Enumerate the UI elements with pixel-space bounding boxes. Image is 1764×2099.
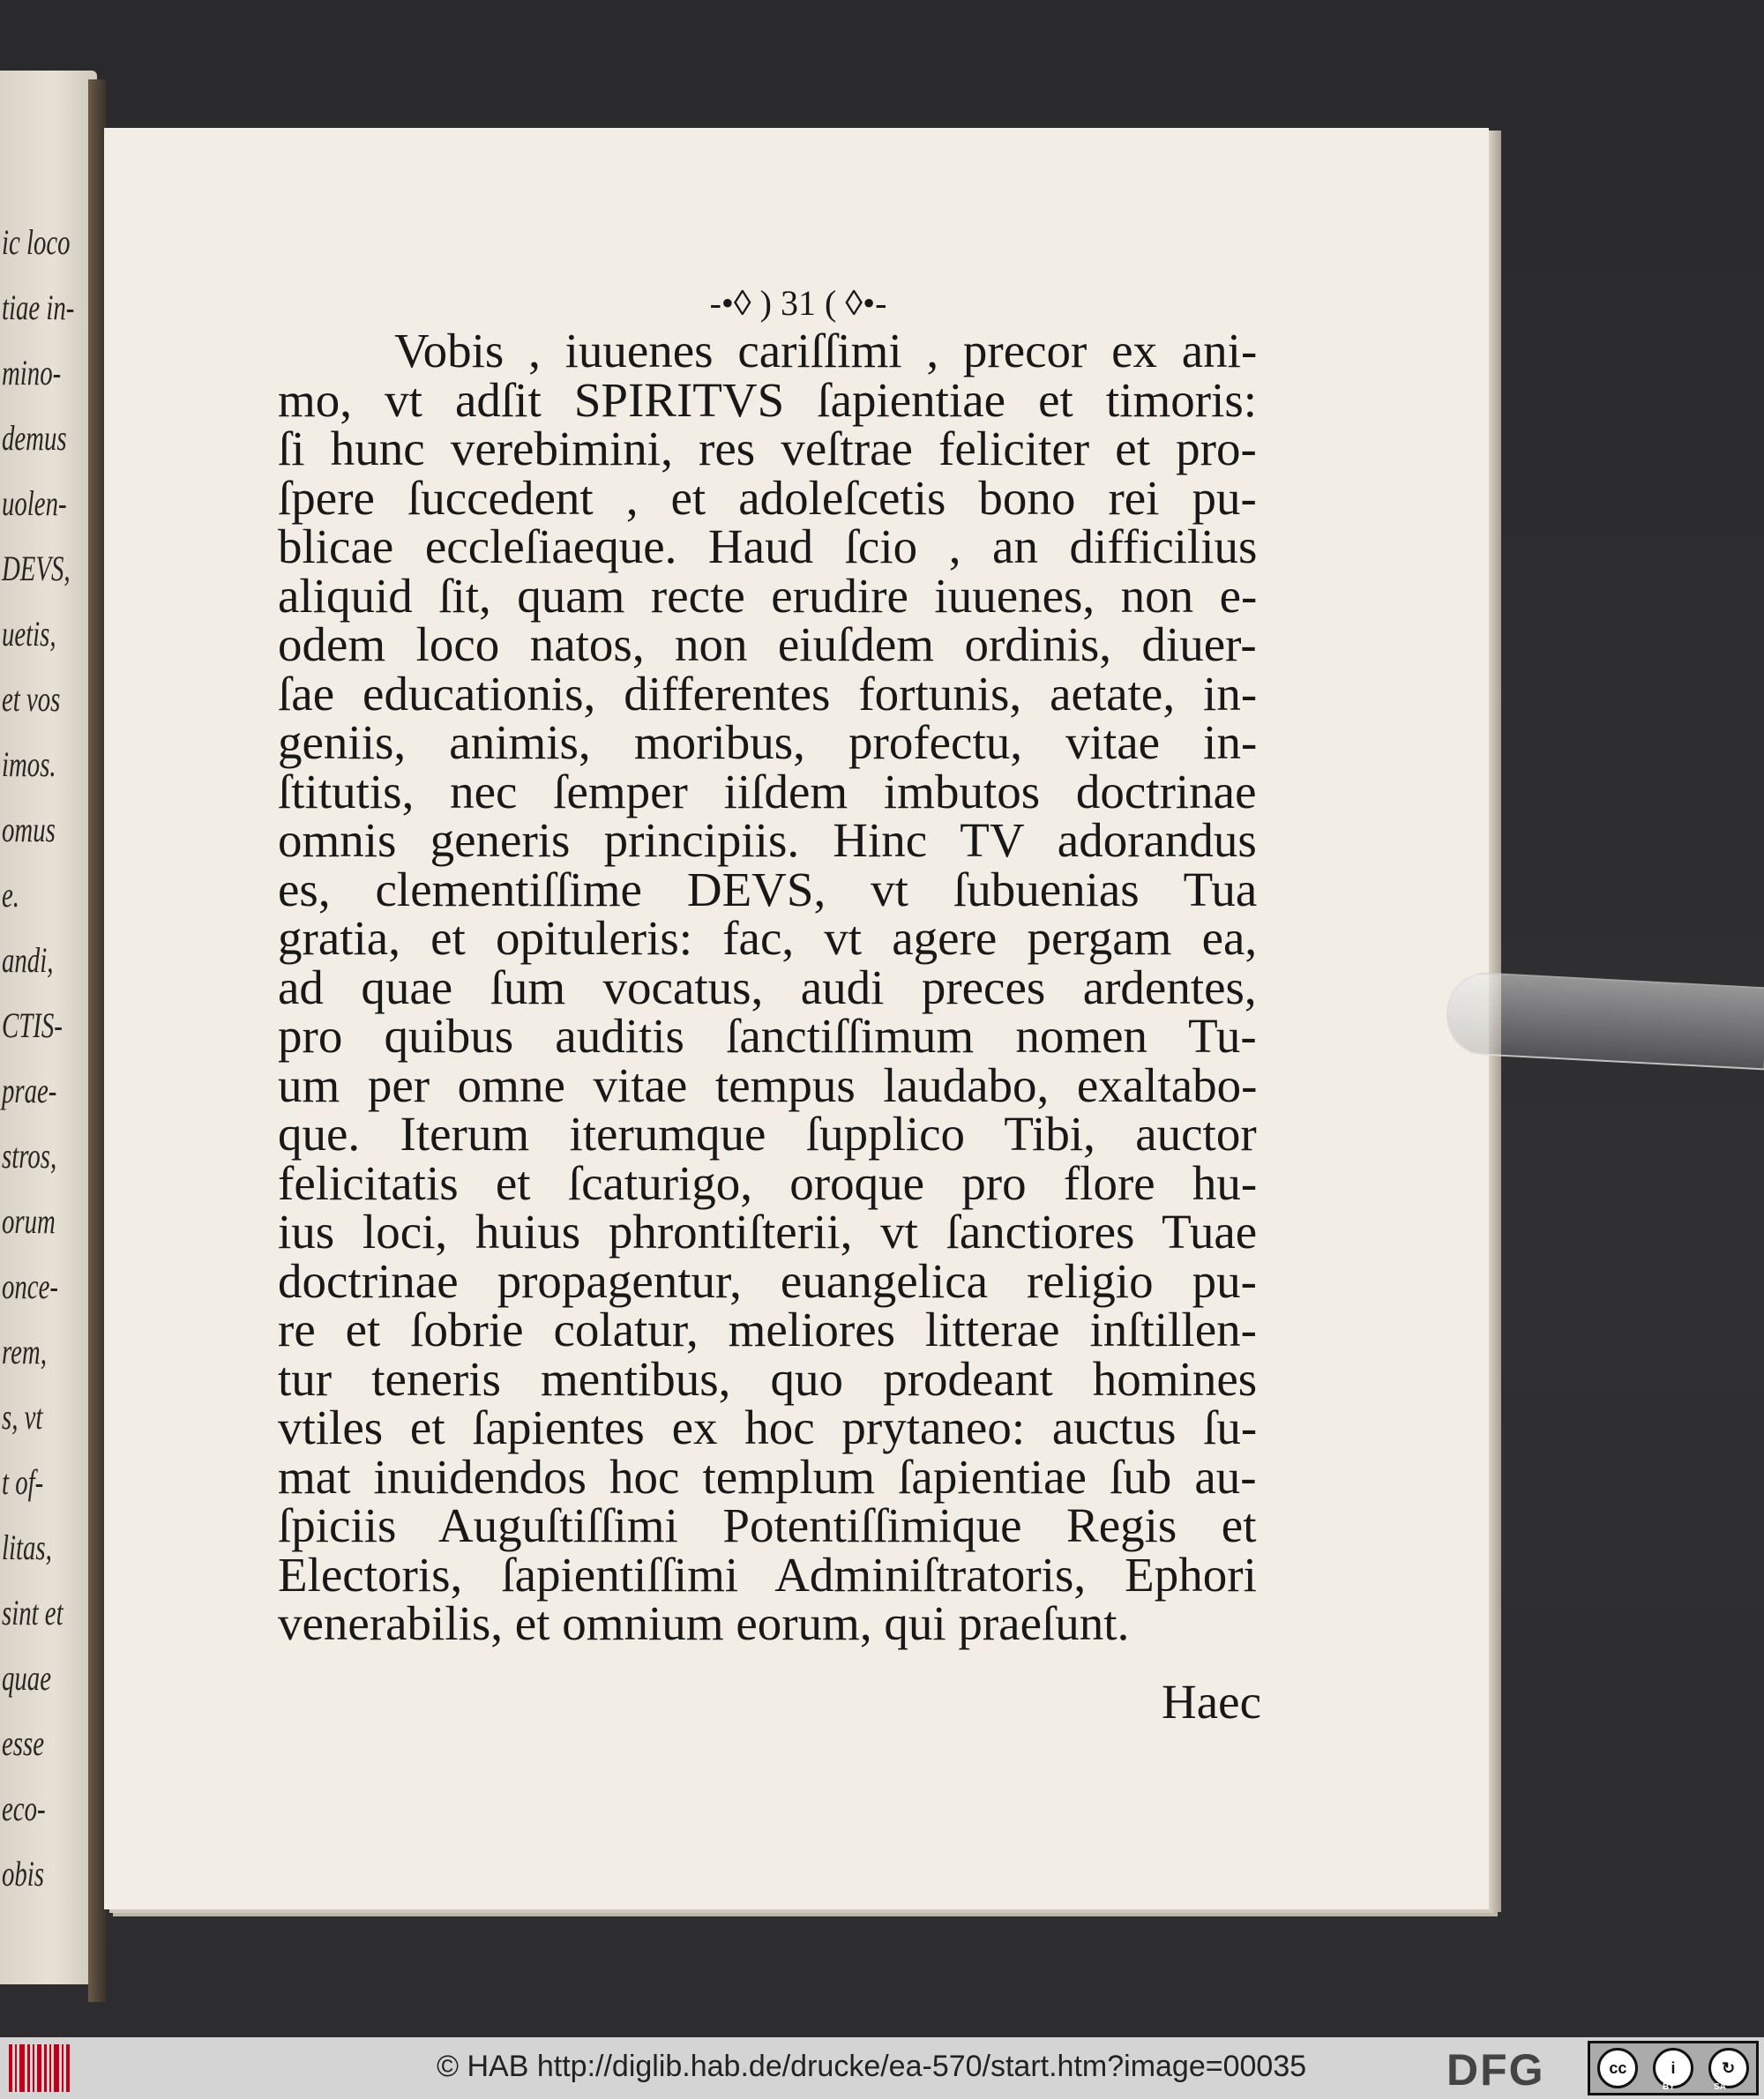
facing-page-fragment: et vos — [2, 679, 61, 719]
facing-page-fragment: eco- — [2, 1789, 46, 1828]
facing-page-fragment: litas, — [2, 1528, 52, 1567]
text-line: mat inuidendos hoc templum ſapientiae ſub au- — [278, 1449, 1257, 1504]
facing-page-fragment: DEVS, — [2, 549, 71, 588]
text-line: que. Iterum iterumque ſupplico Tibi, auctor — [278, 1107, 1257, 1161]
text-line: tur teneris mentibus, quo prodeant homines — [278, 1351, 1258, 1406]
share-alike-icon: ↻ — [1708, 2048, 1749, 2088]
text-line: odem loco natos, non eiuſdem ordinis, diuer- — [278, 617, 1257, 671]
cc-license-badge[interactable] — [1588, 2041, 1759, 2095]
facing-page-fragment: obis — [2, 1854, 45, 1894]
facing-page-fragment: CTIS- — [2, 1005, 63, 1045]
facing-page-fragment: tiae in- — [2, 288, 75, 327]
text-line: pro quibus auditis ſanctiſſimum nomen Tu- — [278, 1009, 1257, 1063]
viewer-footer — [0, 2037, 1764, 2099]
facing-page-fragment: prae- — [2, 1071, 57, 1110]
dfg-logo: DFG — [1446, 2045, 1545, 2095]
by-label: BY — [1663, 2082, 1675, 2092]
facing-page-fragment: ic loco — [2, 222, 71, 262]
text-line: vtiles et ſapientes ex hoc prytaneo: auctus ſu- — [278, 1401, 1258, 1454]
facing-page-fragment: uetis, — [2, 614, 56, 654]
text-line: ſtitutis, nec ſemper iiſdem imbutos doctrinae — [278, 764, 1257, 818]
attribution-icon: i — [1653, 2048, 1693, 2088]
text-line: Electoris, ſapientiſſimi Adminiſtratoris, Ephori — [278, 1547, 1257, 1602]
text-line: venerabilis, et omnium eorum, qui praeſunt. — [278, 1596, 1130, 1650]
text-line: omnis generis principiis. Hinc TV adorandus — [278, 813, 1257, 867]
facing-page-fragment: stros, — [2, 1136, 57, 1176]
facing-page-fragment: esse — [2, 1723, 44, 1763]
facing-page-fragment: demus — [2, 418, 67, 458]
body-text — [278, 326, 1257, 1648]
text-line: ſpere ſuccedent , et adoleſcetis bono rei pu- — [278, 470, 1257, 525]
facing-page-fragment: quae — [2, 1658, 51, 1698]
facing-page-fragment: omus — [2, 810, 56, 849]
text-line: blicae eccleſiaeque. Haud ſcio , an difficilius — [278, 519, 1258, 573]
facing-page-fragment: imos. — [2, 744, 56, 784]
sa-label: SA — [1714, 2082, 1726, 2092]
text-line: aliquid ſit, quam recte erudire iuuenes, non e- — [278, 568, 1258, 623]
text-line: geniis, animis, moribus, profectu, vitae in- — [278, 715, 1258, 769]
facing-page-fragment: once- — [2, 1266, 58, 1306]
text-line: felicitatis et ſcaturigo, oroque pro flore hu- — [278, 1155, 1258, 1210]
catchword: Haec — [1162, 1675, 1261, 1729]
facing-page-fragment: andi, — [2, 940, 54, 980]
text-line: um per omne vitae tempus laudabo, exaltabo- — [278, 1057, 1258, 1112]
cc-icon: cc — [1597, 2048, 1638, 2088]
facing-page-fragment: mino- — [2, 353, 62, 392]
page-holder-clip — [1445, 971, 1764, 1071]
text-line: mo, vt adſit SPIRITVS ſapientiae et timoris: — [278, 372, 1258, 427]
text-line: re et ſobrie colatur, meliores litterae inſtillen- — [278, 1303, 1257, 1356]
facing-page-fragment: uolen- — [2, 483, 67, 523]
facing-page-fragment: sint et — [2, 1593, 64, 1632]
text-line: ſi hunc verebimini, res veſtrae feliciter et pro- — [278, 422, 1257, 475]
barcode-icon — [9, 2044, 71, 2092]
book-spine — [88, 79, 106, 2002]
text-line: Vobis , iuuenes cariſſimi , precor ex ani- — [394, 324, 1258, 377]
facing-page-edge — [0, 71, 97, 1984]
text-line: es, clementiſſime DEVS, vt ſubuenias Tua — [278, 862, 1258, 916]
text-line: doctrinae propagentur, euangelica religio pu- — [278, 1253, 1257, 1308]
text-line: ius loci, huius phrontiſterii, vt ſanctiores Tuae — [278, 1205, 1258, 1259]
facing-page-fragment: s, vt — [2, 1397, 43, 1437]
page-number-header: -•◊ ) 31 ( ◊•- — [709, 283, 887, 323]
text-line: ſae educationis, differentes fortunis, aetate, in- — [278, 666, 1258, 721]
facing-page-fragment: rem, — [2, 1332, 47, 1371]
facing-page-fragment: e. — [2, 875, 19, 915]
text-line: ad quae ſum vocatus, audi preces ardentes, — [278, 960, 1257, 1014]
text-line: gratia, et opituleris: fac, vt agere pergam ea, — [278, 911, 1258, 965]
facing-page-fragment: t of- — [2, 1462, 44, 1502]
text-line: ſpiciis Auguſtiſſimi Potentiſſimique Regis et — [278, 1498, 1257, 1552]
facing-page-fragment: orum — [2, 1201, 56, 1241]
copyright-link[interactable]: © HAB http://diglib.hab.de/drucke/ea-570/start.htm?image=00035 — [437, 2050, 1307, 2083]
